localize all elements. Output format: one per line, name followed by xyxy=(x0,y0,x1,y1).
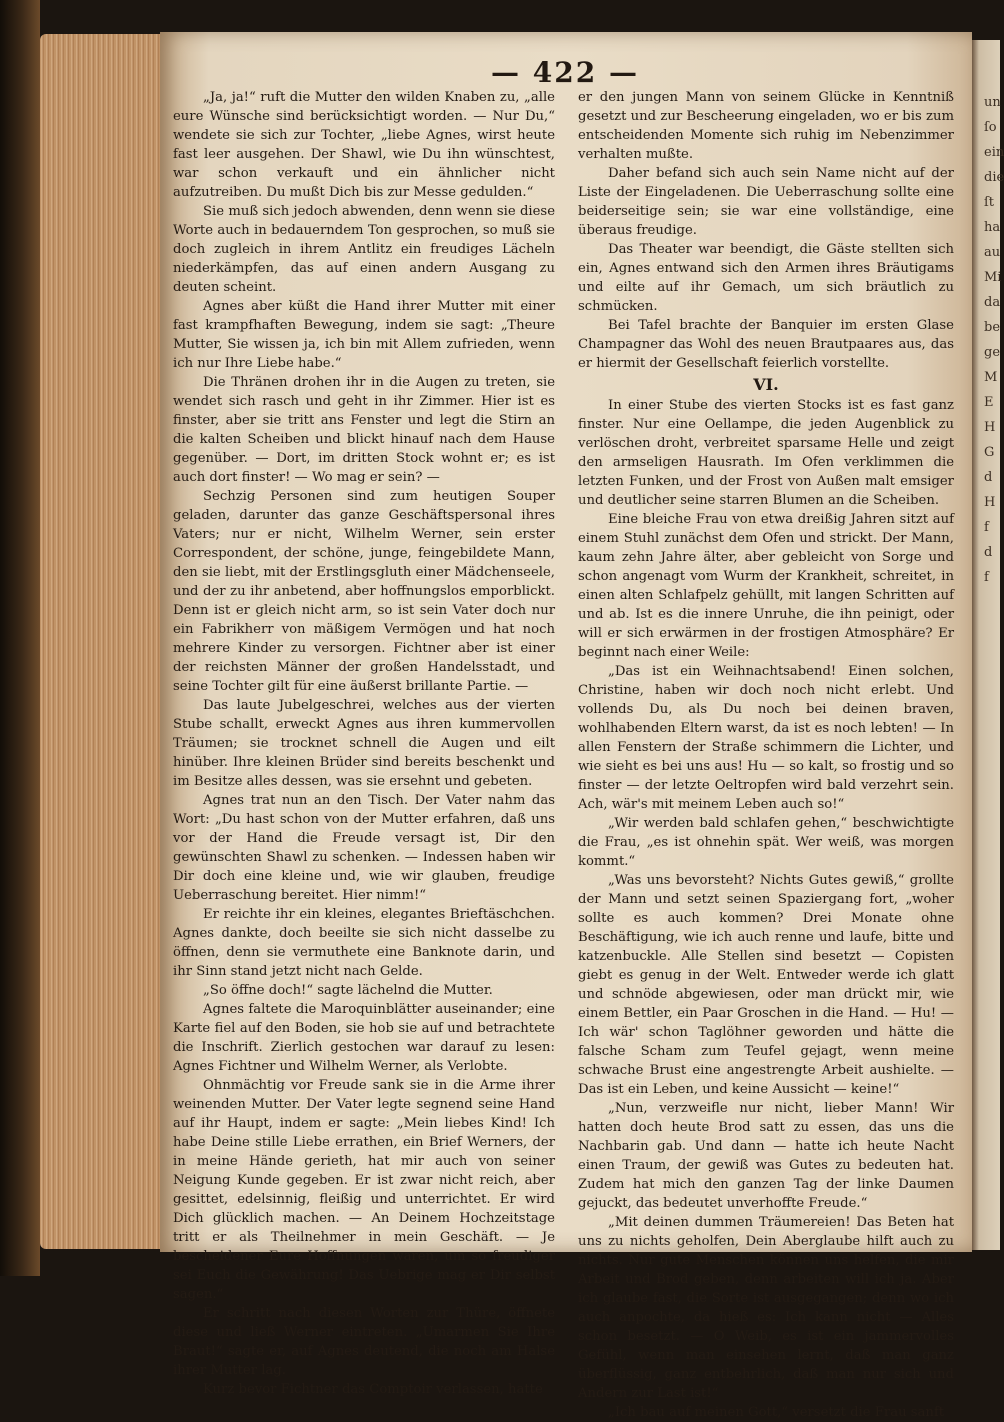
paragraph: „Das ist ein Weihnachtsabend! Einen solchen, Christine, haben wir doch noch nicht erlebt. Und vollends Du, als Du noch bei deinen braven, wohlhabenden Eltern warst, da ist es noch lebten! — In allen Fenstern der Straße schimmern die Lichter, und wie sieht es bei uns aus! Hu — so kalt, so frostig und so finster — der letzte Oeltropfen wird bald verzehrt sein. Ach, wär's mit meinem Leben auch so!“ xyxy=(578,664,954,812)
paragraph: Sechzig Personen sind zum heutigen Souper geladen, darunter das ganze Geschäftspersonal ihres Vaters; nur er nicht, Wilhelm Werner, sein erster Correspondent, der schöne, junge, feingebildete Mann, den sie liebt, mit der Erstlingsgluth einer Mädchenseele, und der zu ihr anbetend, aber hoffnungslos emporblickt. Denn ist er gleich nicht arm, so ist sein Vater doch nur ein Fabrikherr von mäßigem Vermögen und hat noch mehrere Kinder zu versorgen. Fichtner aber ist einer der reichsten Männer der großen Handelsstadt, und seine Tochter gilt für eine äußerst brillante Partie. — xyxy=(173,489,555,694)
paragraph: „So öffne doch!“ sagte lächelnd die Mutter. xyxy=(203,983,493,998)
adjacent-page-fragment: ge xyxy=(984,345,1001,360)
paragraph: Agnes aber küßt die Hand ihrer Mutter mit einer fast krampfhaften Bewegung, indem sie sagt: „Theure Mutter, Sie wissen ja, ich bin mit Allem zufrieden, wenn ich nur Ihre Liebe habe.“ xyxy=(173,299,555,371)
page-stack-edge xyxy=(40,34,170,1249)
book-spine xyxy=(0,0,40,1276)
paragraph: In einer Stube des vierten Stocks ist es fast ganz finster. Nur eine Oellampe, die jeden Augenblick zu verlöschen droht, verbreitet sparsame Helle und zeigt den armseligen Hausrath. Im Ofen verklimmen die letzten Funken, und der Frost von Außen malt emsiger und deutlicher seine starren Blumen an die Scheiben. xyxy=(578,398,954,508)
paragraph: Bei Tafel brachte der Banquier im ersten Glase Champagner das Wohl des neuen Brautpaares aus, das er hiermit der Gesellschaft feierlich vorstellte. xyxy=(578,318,954,371)
paragraph: „Nun, verzweifle nur nicht, lieber Mann! Wir hatten doch heute Brod satt zu essen, das uns die Nachbarin gab. Und dann — hatte ich heute Nacht einen Traum, der gewiß was Gutes zu bedeuten hat. Zudem hat mich den ganzen Tag der linke Daumen gejuckt, das bedeutet unverhoffte Freude.“ xyxy=(578,1101,954,1211)
paragraph: Daher befand sich auch sein Name nicht auf der Liste der Eingeladenen. Die Ueberraschung sollte eine beiderseitige sein; sie war eine vollständige, eine überaus freudige. xyxy=(578,166,954,238)
paragraph: Das laute Jubelgeschrei, welches aus der vierten Stube schallt, erweckt Agnes aus ihren kummervollen Träumen; sie trocknet schnell die Augen und eilt hinüber. Ihre kleinen Brüder sind bereits beschenkt und im Besitze alles dessen, was sie ersehnt und gebeten. xyxy=(173,698,555,789)
paragraph: „Was uns bevorsteht? Nichts Gutes gewiß,“ grollte der Mann und setzt seinen Spaziergang fort, „woher sollte es auch kommen? Drei Monate ohne Beschäftigung, wie ich auch renne und laufe, bitte und katzenbuckle. Alle Stellen sind besetzt — Copisten giebt es genug in der Welt. Entweder werde ich glatt und schnöde abgewiesen, oder man drückt mir, wie einem Bettler, ein Paar Groschen in die Hand. — Hu! — Ich wär' schon Taglöhner geworden und hätte die falsche Scham zum Teufel gejagt, wenn meine schwache Brust eine angestrengte Arbeit aushielte. — Das ist ein Leben, und keine Aussicht — keine!“ xyxy=(578,873,954,1097)
paragraph: Er reichte ihr ein kleines, elegantes Brieftäschchen. Agnes dankte, doch beeilte sie sich nicht dasselbe zu öffnen, denn sie vermuthete eine Banknote darin, und ihr Sinn stand jetzt nicht nach Gelde. xyxy=(173,907,555,979)
paragraph: Agnes faltete die Maroquinblätter auseinander; eine Karte fiel auf den Boden, sie hob sie auf und betrachtete die Inschrift. Zierlich gestochen war darauf zu lesen: Agnes Fichtner und Wilhelm Werner, als Verlobte. xyxy=(173,1002,555,1074)
paragraph: er den jungen Mann von seinem Glücke in Kenntniß gesetzt und zur Bescheerung eingeladen, wo er bis zum entscheidenden Momente sich ruhig im Nebenzimmer verhalten mußte. xyxy=(578,90,954,162)
paragraph: „Ja, ja!“ ruft die Mutter den wilden Knaben zu, „alle eure Wünsche sind berücksichtigt worden. — Nur Du,“ wendete sie sich zur Tochter, „liebe Agnes, wirst heute fast leer ausgehen. Der Shawl, wie Du ihn wünschtest, war schon verkauft und ein ähnlicher nicht aufzutreiben. Du mußt Dich bis zur Messe gedulden.“ xyxy=(173,90,555,200)
paragraph: Das Theater war beendigt, die Gäste stellten sich ein, Agnes entwand sich den Armen ihres Bräutigams und eilte auf ihr Gemach, um sich bräutlich zu schmücken. xyxy=(578,242,954,314)
adjacent-page-fragment: d xyxy=(984,470,993,485)
adjacent-page-fragment: au xyxy=(984,245,1001,260)
paragraph: Kurz bevor Fichtner das Comptoir verlassen, hatte xyxy=(203,1382,543,1397)
adjacent-page-fragment: Mi xyxy=(984,270,1002,285)
paragraph: Agnes trat nun an den Tisch. Der Vater nahm das Wort: „Du hast schon von der Mutter erfahren, daß uns vor der Hand die Freude versagt ist, Dir den gewünschten Shawl zu schenken. — Indessen haben wir Dir doch eine kleine und, wie wir glauben, freudige Ueberraschung bereitet. Hier nimm!“ xyxy=(173,793,555,903)
adjacent-page-fragment: d xyxy=(984,545,993,560)
adjacent-page-fragment: M xyxy=(984,370,998,385)
adjacent-page-fragment: f xyxy=(984,520,989,535)
adjacent-page-fragment: da xyxy=(984,295,1001,310)
adjacent-page-fragment: be xyxy=(984,320,1001,335)
paragraph: „Mit deinen dummen Träumereien! Das Beten hat uns zu nichts geholfen, Dein Aberglaube hilft auch zu nichts. Nur gute Menschen können uns helfen, die mir Arbeit und Brod geben, denn arbeiten will ich ja. Aber ich glaube fast, die Sorte ist ausgegangen; denn wo ich auch anpochte, da hieß es: Ich kann nicht — Alles schon besetzt. — O Weib, es ist ein jammervolles Gefühl, wenn man einsehen lernt, daß man ganz überflüssig, ganz entbehrlich, daß man nur sich und Andern zur Last ist!“ xyxy=(578,1215,954,1401)
page-number: — 422 — xyxy=(491,56,639,89)
right-text-column xyxy=(578,88,954,1422)
adjacent-page-strip xyxy=(972,40,1004,1250)
adjacent-page-fragment: ſo xyxy=(984,120,997,135)
adjacent-page-fragment: ſt xyxy=(984,195,995,210)
adjacent-page-fragment: ha xyxy=(984,220,1001,235)
adjacent-page-fragment: G xyxy=(984,445,995,460)
paragraph: Eine bleiche Frau von etwa dreißig Jahren sitzt auf einem Stuhl zunächst dem Ofen und strickt. Der Mann, kaum zehn Jahre älter, aber gebleicht von Sorge und schon angenagt vom Wurm der Krankheit, schreitet, in einen alten Schlafpelz gehüllt, mit langen Schritten auf und ab. Ist es die innere Unruhe, die ihn peinigt, oder will er sich erwärmen in der frostigen Atmosphäre? Er beginnt nach einer Weile: xyxy=(578,512,954,660)
adjacent-page-fragment: H xyxy=(984,495,996,510)
section-heading: VI. xyxy=(753,375,779,394)
adjacent-page-fragment: H xyxy=(984,420,996,435)
paragraph: Er schritt nach diesen Worten zur Thüre, öffnete diese und ließ Werner eintreten. „Umarmen Sie Ihre Braut!“ sagte er, auf Agnes deutend, die noch am Halse ihrer Mutter lag. xyxy=(173,1306,555,1378)
adjacent-page-fragment: ein xyxy=(984,145,1004,160)
adjacent-page-fragment: die xyxy=(984,170,1004,185)
adjacent-page-fragment: E xyxy=(984,395,994,410)
paragraph: Sie muß sich jedoch abwenden, denn wenn sie diese Worte auch in bedauerndem Ton gesprochen, so muß sie doch zugleich in ihrem Antlitz ein freudiges Lächeln niederkämpfen, das auf einen andern Ausgang zu deuten scheint. xyxy=(173,204,555,295)
adjacent-page-fragments xyxy=(972,40,1004,590)
adjacent-page-fragment: f xyxy=(984,570,989,585)
adjacent-page-fragment: un xyxy=(984,95,1001,110)
paragraph: Ohnmächtig vor Freude sank sie in die Arme ihrer weinenden Mutter. Der Vater legte segnend seine Hand auf ihr Haupt, indem er sagte: „Mein liebes Kind! Ich habe Deine stille Liebe errathen, ein Brief Werners, der in meine Hände gerieth, hat mir auch von seiner Neigung Kunde gegeben. Er ist zwar nicht reich, aber gesittet, edelsinnig, fleißig und unterrichtet. Er wird Dich glücklich machen. — An Deinem Hochzeitstage tritt er als Theilnehmer in mein Geschäft. — Je bescheidener Eure Hoffnungen waren, um so freudiger sei Euch die Gewährung! Das Uebrige mag er Dir selbst sagen.“ xyxy=(173,1078,555,1302)
left-text-column xyxy=(173,88,555,1399)
paragraph: Die Thränen drohen ihr in die Augen zu treten, sie wendet sich rasch und geht in ihr Zimmer. Hier ist es finster, aber sie tritt ans Fenster und legt die Stirn an die kalten Scheiben und blickt hinauf nach dem Hause gegenüber. — Dort, im dritten Stock wohnt er; es ist auch dort finster! — Wo mag er sein? — xyxy=(173,375,555,485)
paragraph: „Wir werden bald schlafen gehen,“ beschwichtigte die Frau, „es ist ohnehin spät. Wer weiß, was morgen kommt.“ xyxy=(578,816,954,869)
paragraph: „Ich bau auf meinen Gott,“ versetzt die Frau sanft xyxy=(608,1405,945,1420)
